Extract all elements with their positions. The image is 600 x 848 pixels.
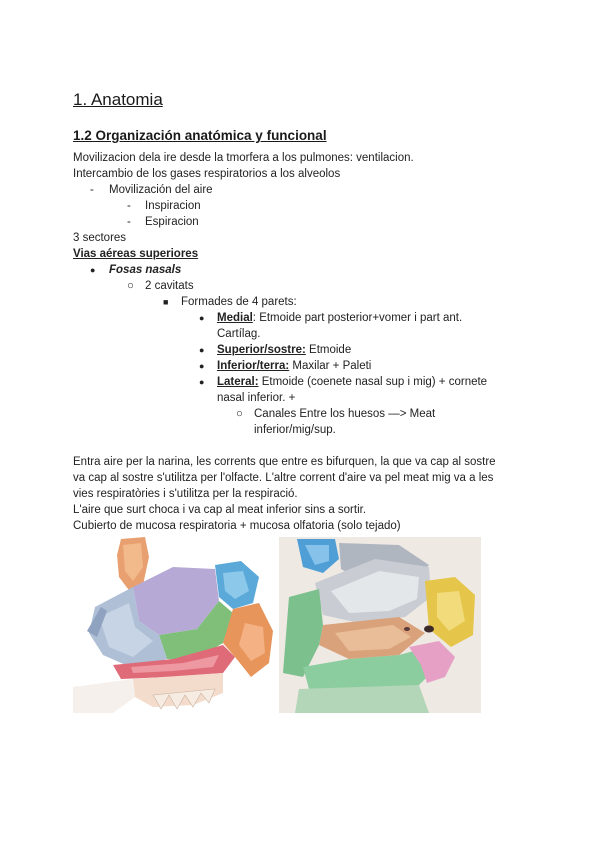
nasal-cavity-lateral-illustration	[279, 537, 481, 713]
wall-superior-label: Superior/sostre:	[217, 344, 306, 356]
wall-medial-cont: Cartílag.	[217, 328, 261, 340]
sub-item-espiracion: Espiracion	[145, 216, 199, 228]
bullet-lateral: ●	[199, 377, 205, 387]
wall-lateral-cont: nasal inferior. +	[217, 392, 296, 404]
parets-text: Formades de 4 parets:	[181, 296, 297, 308]
bullet-medial: ●	[199, 313, 205, 323]
paragraph-line-5: Cubierto de mucosa respiratoria + mucosa olfatoria (solo tejado)	[73, 520, 401, 532]
paragraph-line-1: Entra aire per la narina, les corrents que entre es bifurquen, la que va cap al sostre	[73, 456, 496, 468]
wall-superior-text: Etmoide	[305, 344, 352, 356]
wall-inferior	[217, 358, 371, 374]
sub-item-inspiracion: Inspiracion	[145, 200, 201, 212]
sub-dash-2: -	[127, 216, 131, 228]
wall-lateral	[217, 374, 487, 390]
square-bullet-parets: ■	[163, 297, 169, 307]
vias-title: Vias aéreas superiores	[73, 248, 199, 260]
cavitats-text: 2 cavitats	[145, 280, 194, 292]
sub-dash-1: -	[127, 200, 131, 212]
circle-bullet-cavitats: ○	[127, 280, 134, 292]
canales-line-2: inferior/mig/sup.	[254, 424, 336, 436]
wall-medial-text: Etmoide part posterior+vomer i part ant.	[256, 312, 463, 324]
fosas-label: Fosas nasals	[109, 264, 182, 276]
heading-anatomia: 1. Anatomia	[73, 90, 163, 109]
list-dash: -	[90, 184, 94, 196]
wall-superior	[217, 342, 351, 358]
wall-medial-sep: :	[252, 312, 256, 324]
wall-medial	[217, 310, 462, 326]
nasal-cavity-medial-illustration	[73, 537, 278, 713]
wall-inferior-label: Inferior/terra:	[217, 360, 290, 372]
wall-lateral-text: Etmoide (coenete nasal sup i mig) + cornete	[258, 376, 488, 388]
paragraph-line-2: va cap al sostre s'utilitza per l'olfacte. L'altre corrent d'aire va pel meat mig va a les	[73, 472, 494, 484]
wall-lateral-label: Lateral:	[217, 376, 259, 388]
bullet-superior: ●	[199, 345, 205, 355]
intro-line-1: Movilizacion dela ire desde la tmorfera a los pulmones: ventilacion.	[73, 152, 414, 164]
bullet-inferior: ●	[199, 361, 205, 371]
paragraph-line-4: L'aire que surt choca i va cap al meat inferior sins a sortir.	[73, 504, 367, 516]
paragraph-line-3: vies respiratòries i s'utilitza per la respiració.	[73, 488, 298, 500]
intro-line-2: Intercambio de los gases respiratorios a los alveolos	[73, 168, 341, 180]
list-item-movilizacion: Movilización del aire	[109, 184, 213, 196]
wall-medial-label: Medial	[217, 312, 253, 324]
bullet-fosas: ●	[90, 265, 96, 275]
heading-organizacion: 1.2 Organización anatómica y funcional	[73, 128, 327, 143]
sectors-text: 3 sectores	[73, 232, 127, 244]
canales-line-1: Canales Entre los huesos —> Meat	[254, 408, 436, 420]
wall-inferior-text: Maxilar + Paleti	[289, 360, 372, 372]
circle-bullet-canales: ○	[236, 408, 243, 420]
